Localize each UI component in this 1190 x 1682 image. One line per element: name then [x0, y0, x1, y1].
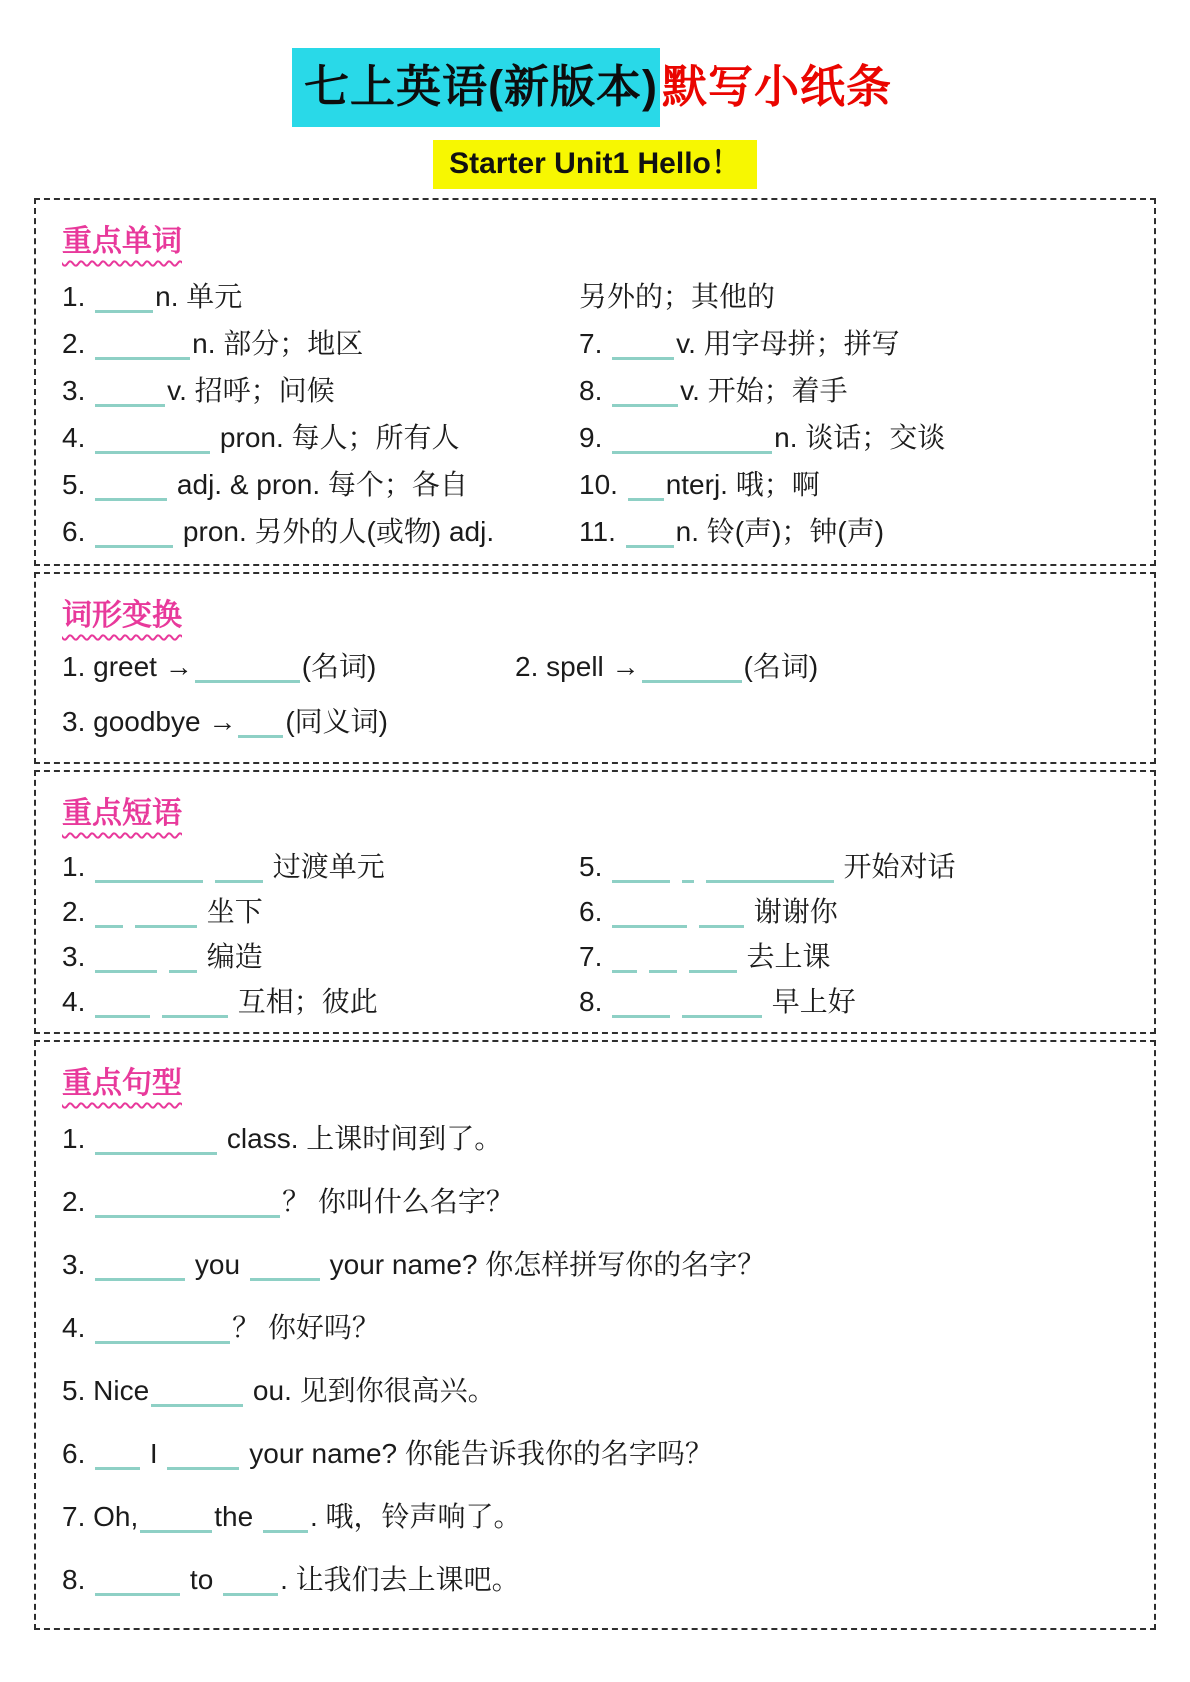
- answer-blank: [140, 1502, 212, 1533]
- answer-blank: [223, 1565, 278, 1596]
- list-item: [579, 983, 1128, 1020]
- answer-blank: [95, 1313, 230, 1344]
- answer-blank: [95, 517, 173, 548]
- answer-blank: [612, 852, 670, 883]
- answer-blank: [167, 1439, 239, 1470]
- item-text: 8.: [62, 1564, 94, 1595]
- item-text: 开始对话: [835, 851, 956, 882]
- section-key-phrases: [34, 770, 1156, 1034]
- section-header-key-sentences: 重点句型: [62, 1067, 182, 1100]
- item-text: [696, 851, 704, 882]
- list-item: [62, 419, 579, 456]
- key-phrases-columns: [62, 848, 1128, 1028]
- item-text: 9.: [579, 422, 611, 453]
- section-key-words: [34, 198, 1156, 566]
- item-text: 1.: [62, 281, 94, 312]
- answer-blank: [95, 376, 165, 407]
- item-text: 早上好: [763, 986, 856, 1017]
- section-header-word-forms: 词形变换: [62, 599, 182, 632]
- section-header-row: [62, 216, 1128, 260]
- item-text: the: [214, 1501, 261, 1532]
- item-text: 3. goodbye →: [62, 706, 237, 737]
- subtitle-row: [0, 138, 1190, 182]
- section-header-key-phrases: 重点短语: [62, 797, 182, 830]
- item-text: 2.: [62, 1186, 94, 1217]
- item-text: [672, 851, 680, 882]
- answer-blank: [612, 942, 637, 973]
- item-text: 过渡单元: [264, 851, 385, 882]
- answer-blank: [95, 942, 157, 973]
- list-item: [579, 325, 1128, 362]
- answer-blank: [95, 1124, 217, 1155]
- key-phrases-column-left: [62, 848, 579, 1028]
- answer-blank: [649, 942, 677, 973]
- item-text: 5.: [579, 851, 611, 882]
- answer-blank: [95, 1439, 140, 1470]
- item-text: [639, 941, 647, 972]
- answer-blank: [612, 423, 772, 454]
- list-item: [579, 513, 1128, 550]
- list-item: [579, 278, 1128, 315]
- item-text: 6.: [579, 896, 611, 927]
- key-words-column-left: [62, 278, 579, 560]
- section-key-sentences: [34, 1040, 1156, 1630]
- item-text: (同义词): [285, 706, 388, 737]
- word-forms-columns: [62, 648, 1128, 758]
- list-item: [62, 1246, 1128, 1283]
- item-text: [679, 941, 687, 972]
- item-text: 去上课: [738, 941, 831, 972]
- answer-blank: [626, 517, 674, 548]
- unit-subtitle: Starter Unit1 Hello！: [433, 140, 757, 189]
- item-text: [152, 986, 160, 1017]
- item-text: 11.: [579, 516, 624, 547]
- item-text: (名词): [301, 651, 377, 682]
- answer-blank: [95, 1565, 180, 1596]
- list-item: [62, 1309, 1128, 1346]
- item-text: 互相；彼此: [229, 986, 378, 1017]
- item-text: 2.: [62, 328, 94, 359]
- list-item: [62, 938, 579, 975]
- item-text: 3.: [62, 941, 94, 972]
- item-text: to: [182, 1564, 222, 1595]
- list-item: [62, 278, 579, 315]
- item-text: 8.: [579, 986, 611, 1017]
- answer-blank: [95, 282, 153, 313]
- list-item: [62, 1498, 1128, 1535]
- key-sentences-list: [62, 1120, 1128, 1598]
- item-text: your name? 你能告诉我你的名字吗？: [241, 1438, 713, 1469]
- item-text: 2.: [62, 896, 94, 927]
- item-text: 1.: [62, 1123, 94, 1154]
- item-text: pron. 另外的人(或物) adj.: [175, 516, 495, 547]
- item-text: 另外的；其他的: [579, 281, 776, 312]
- list-item: [62, 1435, 1128, 1472]
- item-text: 编造: [198, 941, 263, 972]
- answer-blank: [162, 987, 228, 1018]
- answer-blank: [238, 707, 283, 738]
- answer-blank: [699, 897, 744, 928]
- section-header-row: [62, 590, 1128, 634]
- item-text: you: [187, 1249, 248, 1280]
- section-header-row: [62, 1058, 1128, 1102]
- list-item: [62, 372, 579, 409]
- list-item: [62, 1120, 1128, 1157]
- item-text: 4.: [62, 422, 94, 453]
- answer-blank: [95, 329, 190, 360]
- title-red-text: 默写小纸条: [661, 61, 892, 112]
- section-header-key-words: 重点单词: [62, 225, 182, 258]
- item-text: class. 上课时间到了。: [219, 1123, 503, 1154]
- answer-blank: [682, 987, 762, 1018]
- answer-blank: [642, 652, 742, 683]
- list-item: [62, 703, 515, 740]
- item-text: n. 铃(声)；钟(声): [675, 516, 885, 547]
- key-words-column-right: [579, 278, 1128, 560]
- answer-blank: [263, 1502, 308, 1533]
- item-text: 谢谢你: [745, 896, 838, 927]
- answer-blank: [95, 1187, 280, 1218]
- list-item: [62, 1183, 1128, 1220]
- word-forms-column-right: [515, 648, 1128, 758]
- item-text: nterj. 哦；啊: [665, 469, 820, 500]
- answer-blank: [95, 1250, 185, 1281]
- list-item: [62, 648, 515, 685]
- answer-blank: [95, 987, 150, 1018]
- answer-blank: [706, 852, 834, 883]
- answer-blank: [95, 423, 210, 454]
- list-item: [579, 372, 1128, 409]
- page-title: [0, 0, 1190, 114]
- list-item: [579, 466, 1128, 503]
- item-text: [125, 896, 133, 927]
- item-text: 8.: [579, 375, 611, 406]
- item-text: 7.: [579, 328, 611, 359]
- item-text: 7.: [579, 941, 611, 972]
- answer-blank: [689, 942, 737, 973]
- item-text: . 让我们去上课吧。: [280, 1564, 520, 1595]
- item-text: pron. 每人；所有人: [212, 422, 460, 453]
- item-text: 4.: [62, 986, 94, 1017]
- item-text: 1. greet →: [62, 651, 193, 682]
- list-item: [579, 419, 1128, 456]
- list-item: [62, 893, 579, 930]
- item-text: ou. 见到你很高兴。: [245, 1375, 496, 1406]
- word-forms-column-left: [62, 648, 515, 758]
- answer-blank: [95, 470, 167, 501]
- item-text: your name? 你怎样拼写你的名字？: [321, 1249, 766, 1280]
- item-text: 6.: [62, 516, 94, 547]
- list-item: [579, 938, 1128, 975]
- list-item: [62, 325, 579, 362]
- item-text: v. 用字母拼；拼写: [676, 328, 900, 359]
- item-text: 6.: [62, 1438, 94, 1469]
- item-text: adj. & pron. 每个；各自: [169, 469, 468, 500]
- answer-blank: [95, 897, 123, 928]
- item-text: v. 招呼；问候: [167, 375, 335, 406]
- answer-blank: [628, 470, 664, 501]
- key-phrases-column-right: [579, 848, 1128, 1028]
- item-text: 4.: [62, 1312, 94, 1343]
- item-text: ？ 你好吗？: [232, 1312, 380, 1343]
- item-text: ？ 你叫什么名字？: [282, 1186, 514, 1217]
- answer-blank: [612, 897, 687, 928]
- answer-blank: [195, 652, 300, 683]
- item-text: [672, 986, 680, 1017]
- item-text: [159, 941, 167, 972]
- item-text: . 哦，铃声响了。: [309, 1501, 522, 1532]
- item-text: v. 开始；着手: [680, 375, 848, 406]
- item-text: 7. Oh,: [62, 1501, 139, 1532]
- item-text: n. 单元: [155, 281, 243, 312]
- list-item: [62, 848, 579, 885]
- list-item: [62, 513, 579, 550]
- list-item: [62, 466, 579, 503]
- item-text: 5. Nice: [62, 1375, 150, 1406]
- answer-blank: [95, 852, 203, 883]
- item-text: n. 部分；地区: [192, 328, 364, 359]
- item-text: 10.: [579, 469, 626, 500]
- answer-blank: [250, 1250, 320, 1281]
- key-words-columns: [62, 278, 1128, 560]
- item-text: 3.: [62, 375, 94, 406]
- answer-blank: [612, 376, 678, 407]
- section-word-forms: [34, 572, 1156, 764]
- answer-blank: [612, 329, 674, 360]
- list-item: [579, 893, 1128, 930]
- list-item: [62, 1561, 1128, 1598]
- item-text: 5.: [62, 469, 94, 500]
- item-text: I: [142, 1438, 166, 1469]
- list-item: [515, 648, 1128, 685]
- item-text: 2. spell →: [515, 651, 640, 682]
- item-text: n. 谈话；交谈: [774, 422, 946, 453]
- item-text: 坐下: [198, 896, 263, 927]
- answer-blank: [135, 897, 197, 928]
- item-text: 3.: [62, 1249, 94, 1280]
- answer-blank: [682, 852, 694, 883]
- list-item: [579, 848, 1128, 885]
- answer-blank: [612, 987, 670, 1018]
- item-text: 1.: [62, 851, 94, 882]
- list-item: [62, 1372, 1128, 1409]
- answer-blank: [215, 852, 263, 883]
- answer-blank: [169, 942, 197, 973]
- list-item: [62, 983, 579, 1020]
- answer-blank: [151, 1376, 243, 1407]
- item-text: (名词): [743, 651, 819, 682]
- title-highlighted-text: 七上英语(新版本): [292, 48, 660, 127]
- section-header-row: [62, 788, 1128, 832]
- item-text: [689, 896, 697, 927]
- item-text: [205, 851, 213, 882]
